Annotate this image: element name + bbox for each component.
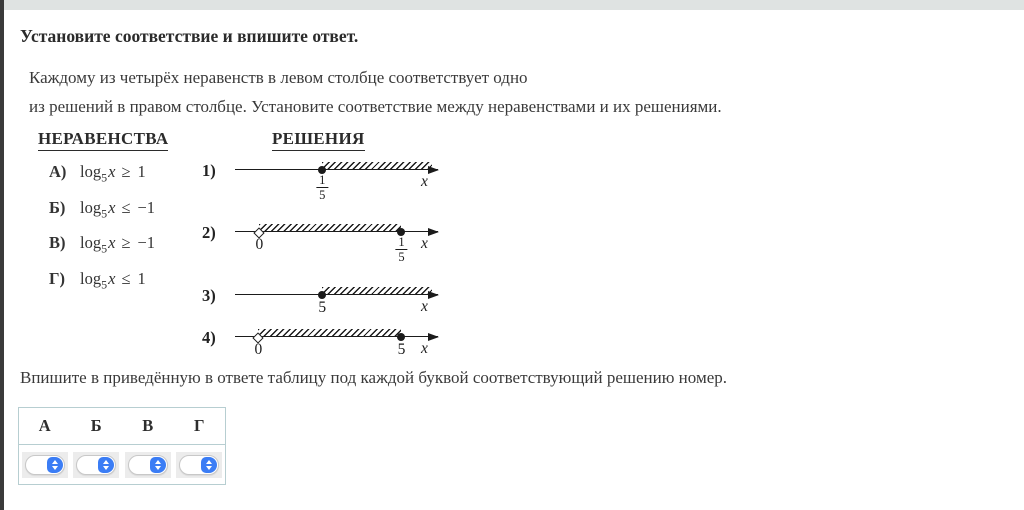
- answer-header-g: Г: [194, 416, 205, 435]
- bound-value: 1: [137, 162, 146, 181]
- axis-variable-label: x: [421, 340, 428, 357]
- answer-cell-a: [19, 445, 71, 485]
- hatch-band: [259, 224, 401, 232]
- top-band: [4, 0, 1024, 10]
- point-label-fraction: $\frac{1}{5}$: [317, 173, 328, 202]
- inequalities-column-header: НЕРАВЕНСТВА: [38, 129, 168, 151]
- left-edge-strip: [0, 0, 4, 510]
- answer-table-header-row: [19, 408, 225, 445]
- point-label: 5: [318, 299, 327, 316]
- solution-number: 3): [202, 286, 216, 305]
- log-text: log: [80, 269, 102, 288]
- inequality-row-b: [49, 198, 155, 220]
- select-pad: [125, 452, 171, 478]
- inequality-letter: Г): [49, 269, 65, 288]
- point-label: 0: [255, 236, 264, 253]
- select-pad: [22, 452, 68, 478]
- answer-select-a[interactable]: [25, 455, 65, 475]
- log-base: 5: [101, 241, 108, 256]
- chevron-down-icon: [103, 466, 109, 470]
- select-pad: [73, 452, 119, 478]
- chevron-up-icon: [52, 460, 58, 464]
- solution-row-1: [202, 154, 448, 206]
- relation-sign: ≤: [121, 198, 131, 217]
- inequality-expression: [80, 269, 146, 292]
- answer-cell-v: [122, 445, 174, 485]
- stepper-icon[interactable]: [47, 457, 63, 473]
- closed-point-marker: [397, 333, 405, 341]
- point-label: 5: [397, 341, 406, 358]
- solution-row-2: [202, 216, 448, 268]
- answer-table-select-row: [19, 445, 225, 485]
- stepper-icon[interactable]: [150, 457, 166, 473]
- relation-sign: ≥: [121, 233, 131, 252]
- log-base: 5: [101, 206, 108, 221]
- chevron-up-icon: [206, 460, 212, 464]
- inequality-expression: [80, 198, 156, 221]
- select-pad: [176, 452, 222, 478]
- answer-cell-g: [174, 445, 226, 485]
- inequality-row-v: [49, 233, 155, 255]
- page-title: Установите соответствие и впишите ответ.: [20, 26, 359, 46]
- variable: x: [108, 198, 116, 217]
- intro-line-2: из решений в правом столбце. Установите соответствие между неравенствами и их решениями.: [29, 96, 722, 116]
- intro-text: [29, 64, 722, 121]
- solution-number: 4): [202, 328, 216, 347]
- answer-select-g[interactable]: [179, 455, 219, 475]
- solution-number: 1): [202, 161, 216, 180]
- chevron-down-icon: [52, 466, 58, 470]
- axis-variable-label: x: [421, 173, 428, 190]
- chevron-down-icon: [206, 466, 212, 470]
- chevron-down-icon: [155, 466, 161, 470]
- point-label-fraction: $\frac{1}{5}$: [396, 235, 407, 264]
- log-base: 5: [101, 170, 108, 185]
- log-base: 5: [101, 277, 108, 292]
- answer-header-v: В: [142, 416, 154, 435]
- log-text: log: [80, 198, 102, 217]
- relation-sign: ≥: [121, 162, 131, 181]
- inequality-row-g: [49, 269, 146, 291]
- inequality-letter: Б): [49, 198, 66, 217]
- variable: x: [108, 269, 116, 288]
- log-text: log: [80, 162, 102, 181]
- hatch-band: [322, 287, 432, 295]
- bound-value: 1: [137, 269, 146, 288]
- stepper-icon[interactable]: [98, 457, 114, 473]
- solution-row-4: [202, 321, 448, 373]
- arrow-right-icon: [428, 228, 439, 236]
- point-label: 0: [254, 341, 263, 358]
- chevron-up-icon: [155, 460, 161, 464]
- inequality-expression: [80, 162, 146, 185]
- bound-value: −1: [137, 233, 156, 252]
- solution-number: 2): [202, 223, 216, 242]
- answer-cell-b: [71, 445, 123, 485]
- intro-line-1: Каждому из четырёх неравенств в левом столбце соответствует одно: [29, 68, 528, 87]
- inequality-expression: [80, 233, 156, 256]
- log-text: log: [80, 233, 102, 252]
- hatch-band: [322, 162, 432, 170]
- inequality-letter: В): [49, 233, 66, 252]
- solutions-column-header: РЕШЕНИЯ: [272, 129, 365, 151]
- bound-value: −1: [137, 198, 156, 217]
- hatch-band: [258, 329, 401, 337]
- arrow-right-icon: [428, 333, 439, 341]
- variable: x: [108, 233, 116, 252]
- inequality-letter: А): [49, 162, 67, 181]
- answer-header-a: А: [38, 416, 51, 435]
- answer-select-v[interactable]: [128, 455, 168, 475]
- closed-point-marker: [318, 291, 326, 299]
- axis-variable-label: x: [421, 235, 428, 252]
- stepper-icon[interactable]: [201, 457, 217, 473]
- answer-header-b: Б: [90, 416, 102, 435]
- answer-select-b[interactable]: [76, 455, 116, 475]
- variable: x: [108, 162, 116, 181]
- chevron-up-icon: [103, 460, 109, 464]
- relation-sign: ≤: [121, 269, 131, 288]
- answer-instruction: Впишите в приведённую в ответе таблицу под каждой буквой соответствующий решению номер.: [20, 368, 728, 387]
- axis-variable-label: x: [421, 298, 428, 315]
- answer-table: [18, 407, 226, 485]
- inequality-row-a: [49, 162, 146, 184]
